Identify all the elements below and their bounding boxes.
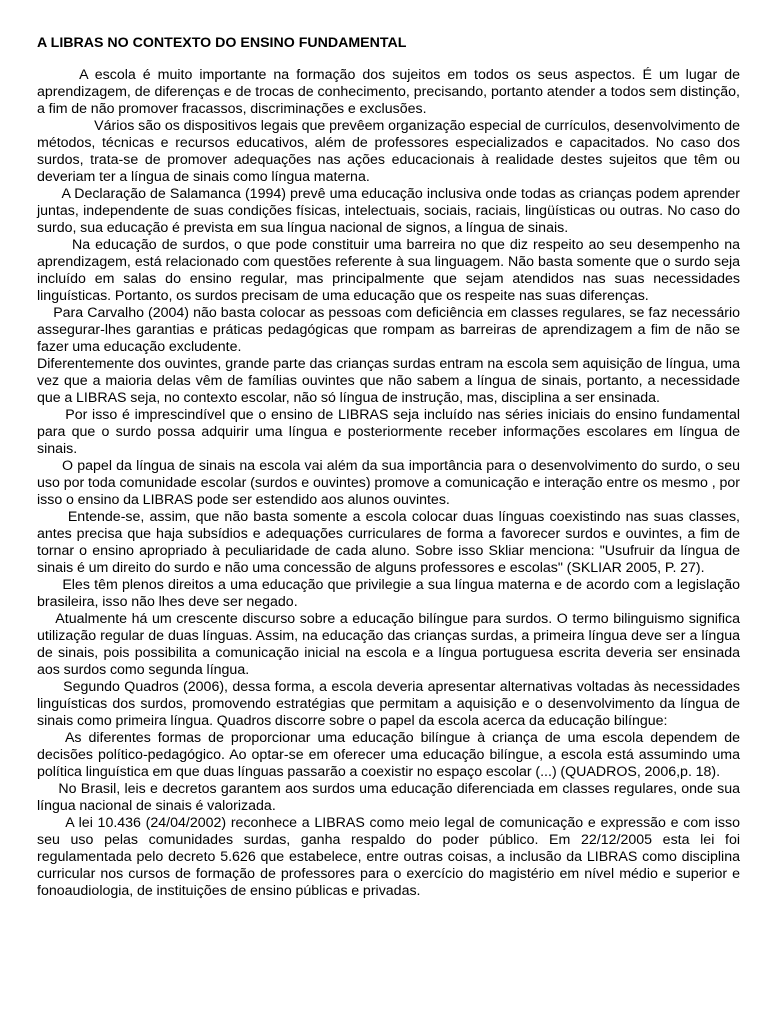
paragraph-1: A escola é muito importante na formação dos sujeitos em todos os seus aspectos. É um lugar de aprendizagem, de diferenças e de trocas de conhecimento, precisando, portanto atender a todos sem distinção, a fim de não promover fracassos, discriminações e exclusões.	[37, 67, 744, 117]
paragraph-12: Segundo Quadros (2006), dessa forma, a escola deveria apresentar alternativas voltadas às necessidades linguísticas dos surdos, promovendo estratégias que permitam a aquisição e o desenvolvimento da língua de sinais como primeira língua. Quadros discorre sobre o papel da escola acerca da educação bilíngue:	[37, 679, 744, 729]
paragraph-5: Para Carvalho (2004) não basta colocar as pessoas com deficiência em classes regulares, se faz necessário assegurar-lhes garantias e práticas pedagógicas que rompam as barreiras de aprendizagem a fim de não se fazer uma educação excludente.	[37, 305, 744, 355]
paragraph-7: Por isso é imprescindível que o ensino de LIBRAS seja incluído nas séries iniciais do ensino fundamental para que o surdo possa adquirir uma língua e posteriormente receber informações escolares em língua de sinais.	[37, 407, 744, 457]
paragraph-2: Vários são os dispositivos legais que prevêem organização especial de currículos, desenvolvimento de métodos, técnicas e recursos educativos, além de professores especializados e capacitados. No caso dos surdos, trata-se de promover adequações nas ações educacionais à realidade destes sujeitos que têm ou deveriam ter a língua de sinais como língua materna.	[37, 118, 744, 185]
paragraph-6: Diferentemente dos ouvintes, grande parte das crianças surdas entram na escola sem aquisição de língua, uma vez que a maioria delas vêm de famílias ouvintes que não sabem a língua de sinais, portanto, a necessidade que a LIBRAS seja, no contexto escolar, não só língua de instrução, mas, disciplina a ser ensinada.	[37, 356, 744, 406]
paragraph-15: A lei 10.436 (24/04/2002) reconhece a LIBRAS como meio legal de comunicação e expressão e com isso seu uso pelas comunidades surdas, ganha respaldo do poder público. Em 22/12/2005 esta lei foi regulamentada pelo decreto 5.626 que estabelece, entre outras coisas, a inclusão da LIBRAS como disciplina curricular nos cursos de formação de professores para o exercício do magistério em nível médio e superior e fonoaudiologia, de instituições de ensino públicas e privadas.	[37, 815, 744, 899]
document-title: A LIBRAS NO CONTEXTO DO ENSINO FUNDAMENTAL	[37, 35, 407, 51]
paragraph-14: No Brasil, leis e decretos garantem aos surdos uma educação diferenciada em classes regulares, onde sua língua nacional de sinais é valorizada.	[37, 781, 744, 814]
paragraph-11: Atualmente há um crescente discurso sobre a educação bilíngue para surdos. O termo bilinguismo significa utilização regular de duas línguas. Assim, na educação das crianças surdas, a primeira língua deve ser a língua de sinais, pois possibilita a comunicação inicial na escola e a língua portuguesa escrita deveria ser ensinada aos surdos como segunda língua.	[37, 611, 744, 678]
paragraph-13: As diferentes formas de proporcionar uma educação bilíngue à criança de uma escola dependem de decisões político-pedagógico. Ao optar-se em oferecer uma educação bilíngue, a escola está assumindo uma política linguística em que duas línguas passarão a coexistir no espaço escolar (...) (QUADROS, 2006,p. 18).	[37, 730, 744, 780]
paragraph-9: Entende-se, assim, que não basta somente a escola colocar duas línguas coexistindo nas suas classes, antes precisa que haja subsídios e adequações curriculares de forma a favorecer surdos e ouvintes, a fim de tornar o ensino apropriado à peculiaridade de cada aluno. Sobre isso Skliar menciona: "Usufruir da língua de sinais é um direito do surdo e não uma concessão de alguns professores e escolas" (SKLIAR 2005, P. 27).	[37, 509, 744, 576]
paragraph-3: A Declaração de Salamanca (1994) prevê uma educação inclusiva onde todas as crianças podem aprender juntas, independente de suas condições físicas, intelectuais, sociais, raciais, lingüísticas ou outras. No caso do surdo, sua educação é prevista em sua língua nacional de signos, a língua de sinais.	[37, 186, 744, 236]
paragraph-4: Na educação de surdos, o que pode constituir uma barreira no que diz respeito ao seu desempenho na aprendizagem, está relacionado com questões referente à sua linguagem. Não basta somente que o surdo seja incluído em salas do ensino regular, mas principalmente que sejam atendidos nas suas necessidades linguísticas. Portanto, os surdos precisam de uma educação que os respeite nas suas diferenças.	[37, 237, 744, 304]
paragraph-10: Eles têm plenos direitos a uma educação que privilegie a sua língua materna e de acordo com a legislação brasileira, isso não lhes deve ser negado.	[37, 577, 744, 610]
document-page	[37, 34, 744, 900]
paragraph-8: O papel da língua de sinais na escola vai além da sua importância para o desenvolvimento do surdo, o seu uso por toda comunidade escolar (surdos e ouvintes) promove a comunicação e interação entre os mesmo , por isso o ensino da LIBRAS pode ser estendido aos alunos ouvintes.	[37, 458, 744, 508]
